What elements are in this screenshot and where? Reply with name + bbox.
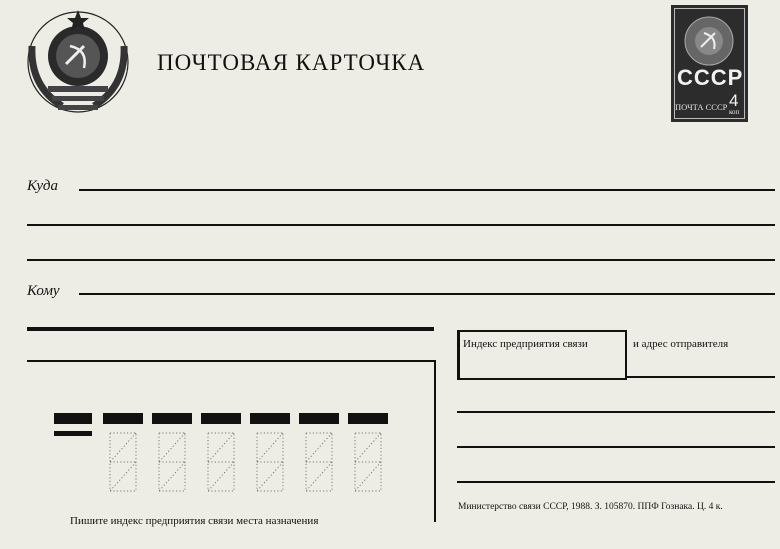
zip-digit-bar (201, 413, 241, 424)
imprint: Министерство связи СССР, 1988. З. 105870. ППФ Гознака. Ц. 4 к. (458, 502, 723, 512)
sender-address-label: и адрес отправителя (633, 338, 729, 350)
zip-sample-bar-lower (54, 431, 92, 436)
stamp-emblem-icon (681, 13, 738, 69)
to-where-label: Куда (27, 178, 59, 194)
zip-sample-bar (54, 413, 92, 424)
card-title: ПОЧТОВАЯ КАРТОЧКА (157, 50, 426, 75)
zip-digit-stencil[interactable] (256, 432, 284, 492)
stamp-unit: коп (729, 108, 740, 116)
sender-line-2 (457, 411, 775, 413)
postal-code-caption: Пишите индекс предприятия связи места назначения (70, 515, 319, 527)
stamp-value: 4 (729, 91, 739, 110)
zip-digit-stencil[interactable] (109, 432, 137, 492)
ussr-emblem (22, 6, 134, 120)
sender-line-4 (457, 481, 775, 483)
zip-digit-bar (103, 413, 143, 424)
address-line-1 (79, 189, 775, 191)
recipient-line-2 (27, 327, 434, 331)
recipient-line-3 (27, 360, 434, 362)
zip-digit-stencil[interactable] (305, 432, 333, 492)
zip-digit-bar (348, 413, 388, 424)
to-whom-label: Кому (27, 283, 60, 299)
zip-digit-stencil[interactable] (354, 432, 382, 492)
recipient-line-1 (79, 293, 775, 295)
address-line-2 (27, 224, 775, 226)
sender-line-3 (457, 446, 775, 448)
stamp-country: СССР (677, 65, 744, 90)
zip-digit-bar (299, 413, 339, 424)
zip-digit-stencil[interactable] (158, 432, 186, 492)
address-line-3 (27, 259, 775, 261)
stamp-service: ПОЧТА СССР (675, 102, 728, 112)
block-divider (434, 360, 436, 522)
sender-index-label: Индекс предприятия связи (463, 338, 588, 350)
postage-stamp (671, 5, 748, 122)
zip-digit-bar (250, 413, 290, 424)
sender-line-1 (625, 376, 775, 378)
zip-digit-bar (152, 413, 192, 424)
zip-digit-stencil[interactable] (207, 432, 235, 492)
